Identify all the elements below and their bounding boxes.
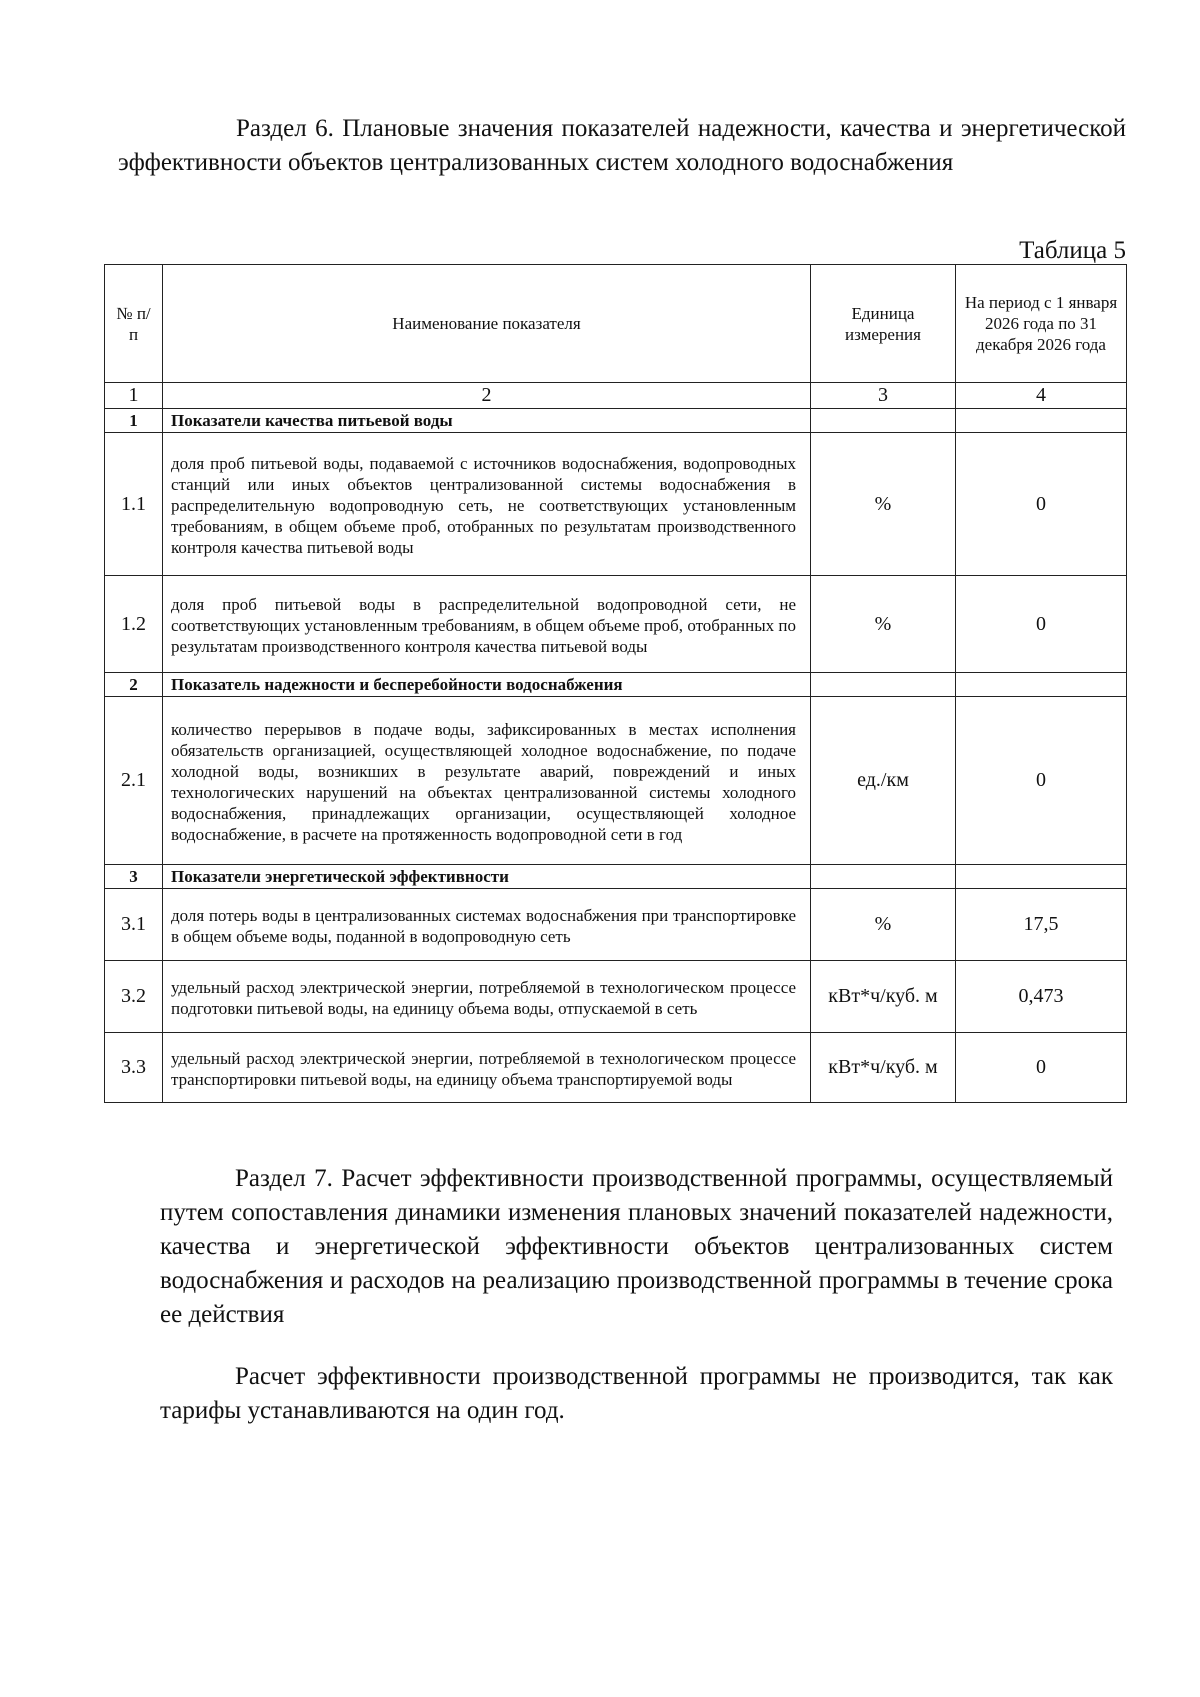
indicators-table [104, 264, 1127, 1103]
row-num: 1.1 [105, 433, 163, 576]
row-num: 3 [105, 865, 163, 889]
row-name: количество перерывов в подаче воды, зафиксированных в местах исполнения обязательств организацией, осуществляющей холодное водоснабжение, по подаче холодной воды, возникших в результате аварий, повреждений и иных технологических нарушений на объектах централизованной системы холодного водоснабжения, принадлежащих организации, осуществляющей холодное водоснабжение, в расчете на протяженность водопроводной сети в год [163, 697, 811, 865]
row-value [956, 865, 1127, 889]
row-value: 0,473 [956, 961, 1127, 1033]
row-value [956, 409, 1127, 433]
row-unit: % [811, 433, 956, 576]
table-header-row [105, 265, 1127, 383]
table-row [105, 865, 1127, 889]
row-num: 3.3 [105, 1033, 163, 1103]
row-unit [811, 673, 956, 697]
section-6-heading [118, 112, 1126, 180]
calculation-note [160, 1360, 1113, 1428]
row-name: удельный расход электрической энергии, потребляемой в технологическом процессе подготовки питьевой воды, на единицу объема воды, отпускаемой в сеть [163, 961, 811, 1033]
row-name: Показатель надежности и бесперебойности водоснабжения [163, 673, 811, 697]
section-7-title: Раздел 7. Расчет эффективности производственной программы, осуществляемый путем сопоставления динамики изменения плановых значений показателей надежности, качества и энергетической эффективности объектов централизованных систем водоснабжения и расходов на реализацию производственной программы в течение срока ее действия [160, 1165, 1113, 1328]
table-row [105, 409, 1127, 433]
row-num: 1.2 [105, 576, 163, 673]
header-name: Наименование показателя [163, 265, 811, 383]
row-unit: % [811, 889, 956, 961]
row-value: 0 [956, 433, 1127, 576]
row-name: Показатели качества питьевой воды [163, 409, 811, 433]
row-name: доля потерь воды в централизованных системах водоснабжения при транспортировке в общем объеме воды, поданной в водопроводную сеть [163, 889, 811, 961]
row-unit: ед./км [811, 697, 956, 865]
row-value: 0 [956, 576, 1127, 673]
col-number: 3 [811, 383, 956, 409]
table-row [105, 433, 1127, 576]
table-row [105, 1033, 1127, 1103]
row-unit [811, 409, 956, 433]
col-number: 4 [956, 383, 1127, 409]
row-num: 3.1 [105, 889, 163, 961]
row-num: 2 [105, 673, 163, 697]
row-unit: кВт*ч/куб. м [811, 961, 956, 1033]
row-name: доля проб питьевой воды в распределительной водопроводной сети, не соответствующих установленным требованиям, в общем объеме проб, отобранных по результатам производственного контроля качества питьевой воды [163, 576, 811, 673]
column-number-row [105, 383, 1127, 409]
row-value: 0 [956, 697, 1127, 865]
calculation-note-text: Расчет эффективности производственной программы не производится, так как тарифы устанавливаются на один год. [160, 1363, 1113, 1424]
col-number: 2 [163, 383, 811, 409]
header-unit: Единица измерения [811, 265, 956, 383]
row-value: 17,5 [956, 889, 1127, 961]
row-num: 3.2 [105, 961, 163, 1033]
row-name: удельный расход электрической энергии, потребляемой в технологическом процессе транспортировки питьевой воды, на единицу объема транспортируемой воды [163, 1033, 811, 1103]
row-num: 2.1 [105, 697, 163, 865]
header-period: На период с 1 января 2026 года по 31 декабря 2026 года [956, 265, 1127, 383]
row-num: 1 [105, 409, 163, 433]
row-value [956, 673, 1127, 697]
table-row [105, 889, 1127, 961]
row-unit: % [811, 576, 956, 673]
row-unit [811, 865, 956, 889]
section-6-title: Раздел 6. Плановые значения показателей надежности, качества и энергетической эффективности объектов централизованных систем холодного водоснабжения [118, 115, 1126, 176]
section-7-heading [160, 1162, 1113, 1332]
table-row [105, 576, 1127, 673]
table-row [105, 697, 1127, 865]
col-number: 1 [105, 383, 163, 409]
table-row [105, 961, 1127, 1033]
header-num: № п/п [105, 265, 163, 383]
row-name: Показатели энергетической эффективности [163, 865, 811, 889]
table-row [105, 673, 1127, 697]
row-unit: кВт*ч/куб. м [811, 1033, 956, 1103]
row-name: доля проб питьевой воды, подаваемой с источников водоснабжения, водопроводных станций или иных объектов централизованной системы водоснабжения в распределительную водопроводную сеть, не соответствующих установленным требованиям, в общем объеме проб, отобранных по результатам производственного контроля качества питьевой воды [163, 433, 811, 576]
table-caption: Таблица 5 [1019, 237, 1126, 264]
row-value: 0 [956, 1033, 1127, 1103]
